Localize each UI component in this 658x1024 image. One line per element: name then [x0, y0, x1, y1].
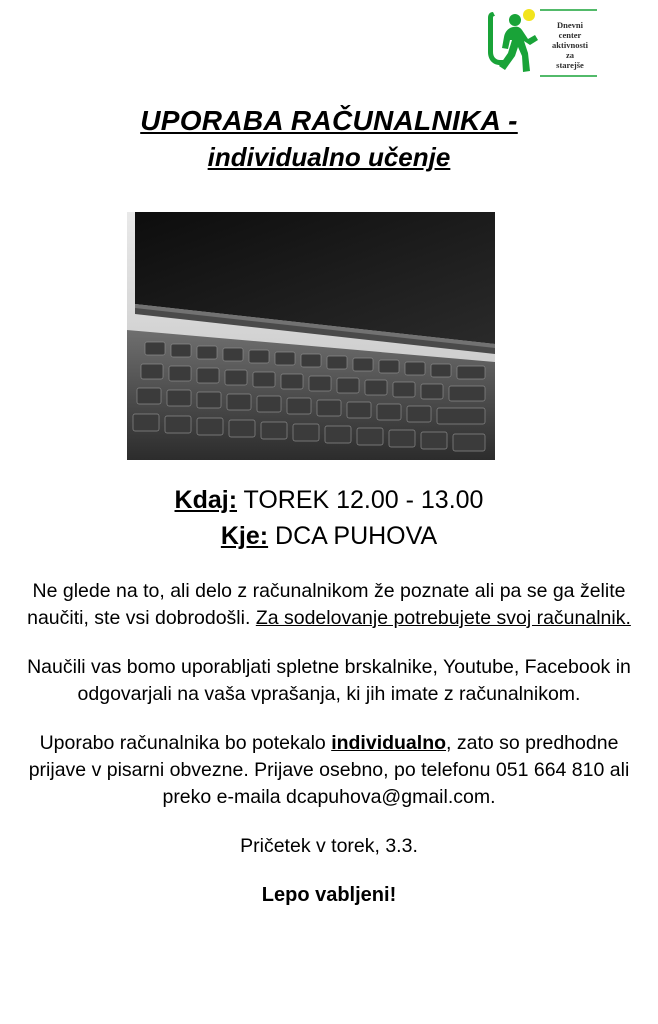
logo-text-line-3: aktivnosti	[552, 40, 588, 50]
paragraph-4: Pričetek v torek, 3.3.	[240, 835, 418, 857]
logo-text	[542, 20, 598, 70]
paragraph-3	[14, 730, 644, 811]
logo-text-line-4: za	[565, 50, 575, 60]
page-title-line-1: UPORABA RAČUNALNIKA -	[140, 105, 518, 136]
laptop-photo	[127, 212, 495, 460]
closing-line: Lepo vabljeni!	[261, 884, 397, 906]
laptop-illustration-icon	[127, 212, 495, 460]
where-row	[0, 518, 658, 554]
when-value: TOREK 12.00 - 13.00	[237, 486, 484, 514]
logo-text-line-1: Dnevni	[557, 20, 583, 30]
paragraph-1-underlined: Za sodelovanje potrebujete svoj računalnik.	[255, 607, 631, 629]
where-label: Kje:	[220, 522, 269, 550]
paragraph-3-emphasis: individualno	[331, 732, 447, 754]
logo	[480, 6, 600, 80]
logo-text-line-2: center	[558, 30, 582, 40]
logo-text-line-5: starejše	[556, 60, 584, 70]
when-label: Kdaj:	[174, 486, 238, 514]
paragraph-3-text-end: , zato so predhodne prijave v pisarni obvezne. Prijave osebno, po telefonu 051 664 810 ali preko e-maila dcapuhova@gmail.com.	[28, 732, 630, 808]
paragraph-3-text-start: Uporabo računalnika bo potekalo	[39, 732, 332, 754]
page-title	[0, 104, 658, 174]
paragraph-2: Naučili vas bomo uporabljati spletne brskalnike, Youtube, Facebook in odgovarjali na vaša vprašanja, ki jih imate z računalnikom.	[27, 656, 631, 705]
paragraph-1	[14, 578, 644, 632]
where-value: DCA PUHOVA	[268, 522, 438, 550]
when-row	[0, 482, 658, 518]
paragraph-1-text: Ne glede na to, ali delo z računalnikom že poznate ali pa se ga želite naučiti, ste vsi dobrodošli.	[27, 580, 626, 629]
body-text	[14, 578, 644, 931]
event-details	[0, 482, 658, 554]
page-title-line-2: individualno učenje	[207, 142, 451, 172]
